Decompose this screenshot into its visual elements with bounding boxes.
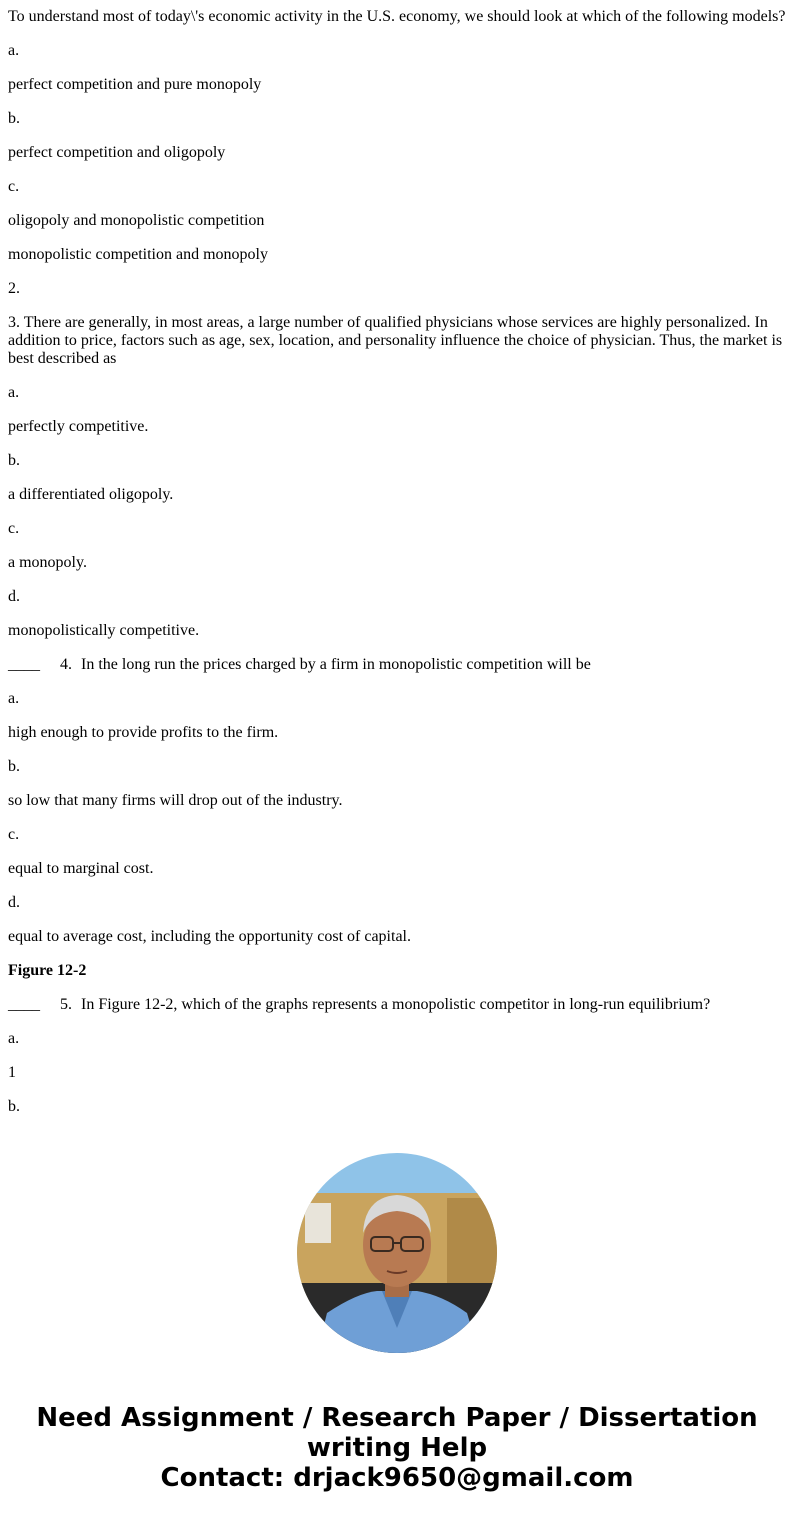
question-number: 4. bbox=[60, 656, 72, 673]
question-5 bbox=[8, 996, 786, 1014]
question-4 bbox=[8, 656, 786, 674]
option-letter: b. bbox=[8, 452, 20, 469]
option-letter: a. bbox=[8, 1030, 20, 1047]
option-text: perfect competition and oligopoly bbox=[8, 144, 226, 161]
promo-contact: Contact: drjack9650@gmail.com bbox=[160, 1463, 634, 1493]
option-letter: c. bbox=[8, 520, 20, 537]
question-1-text: To understand most of today\'s economic activity in the U.S. economy, we should look at which of the following models? bbox=[8, 8, 786, 25]
option-letter: d. bbox=[8, 894, 20, 911]
option-text: 1 bbox=[8, 1064, 16, 1081]
option-text: monopolistically competitive. bbox=[8, 622, 200, 639]
answer-blank: ____ bbox=[8, 656, 40, 673]
option-letter: c. bbox=[8, 178, 20, 195]
question-3-text: 3. There are generally, in most areas, a large number of qualified physicians whose services are highly personalized. In addition to price, factors such as age, sex, location, and personality influence the choice of physician. Thus, the market is best described as bbox=[8, 314, 783, 367]
option-text: a monopoly. bbox=[8, 554, 87, 571]
option-text: perfect competition and pure monopoly bbox=[8, 76, 262, 93]
option-text: high enough to provide profits to the firm. bbox=[8, 724, 279, 741]
answer-blank: ____ bbox=[8, 996, 40, 1013]
option-text: a differentiated oligopoly. bbox=[8, 486, 174, 503]
option-text: equal to average cost, including the opportunity cost of capital. bbox=[8, 928, 411, 945]
option-text: monopolistic competition and monopoly bbox=[8, 246, 268, 263]
option-text: so low that many firms will drop out of the industry. bbox=[8, 792, 343, 809]
promo-line-2: writing Help bbox=[306, 1433, 488, 1463]
question-5-text: In Figure 12-2, which of the graphs represents a monopolistic competitor in long-run equilibrium? bbox=[81, 996, 711, 1013]
promo-line-1: Need Assignment / Research Paper / Dissertation bbox=[36, 1403, 758, 1433]
document-body bbox=[8, 8, 786, 1132]
option-letter: b. bbox=[8, 758, 20, 775]
question-2-label: 2. bbox=[8, 280, 20, 297]
promo-banner bbox=[0, 1403, 794, 1493]
option-text: oligopoly and monopolistic competition bbox=[8, 212, 265, 229]
option-text: equal to marginal cost. bbox=[8, 860, 154, 877]
question-number: 5. bbox=[60, 996, 72, 1013]
option-letter: b. bbox=[8, 1098, 20, 1115]
option-letter: a. bbox=[8, 690, 20, 707]
option-letter: a. bbox=[8, 384, 20, 401]
avatar bbox=[297, 1153, 497, 1353]
option-letter: c. bbox=[8, 826, 20, 843]
option-letter: a. bbox=[8, 42, 20, 59]
question-4-text: In the long run the prices charged by a firm in monopolistic competition will be bbox=[81, 656, 591, 673]
option-letter: b. bbox=[8, 110, 20, 127]
option-letter: d. bbox=[8, 588, 20, 605]
option-text: perfectly competitive. bbox=[8, 418, 149, 435]
person-photo-icon bbox=[297, 1153, 497, 1353]
figure-label: Figure 12-2 bbox=[8, 962, 87, 979]
